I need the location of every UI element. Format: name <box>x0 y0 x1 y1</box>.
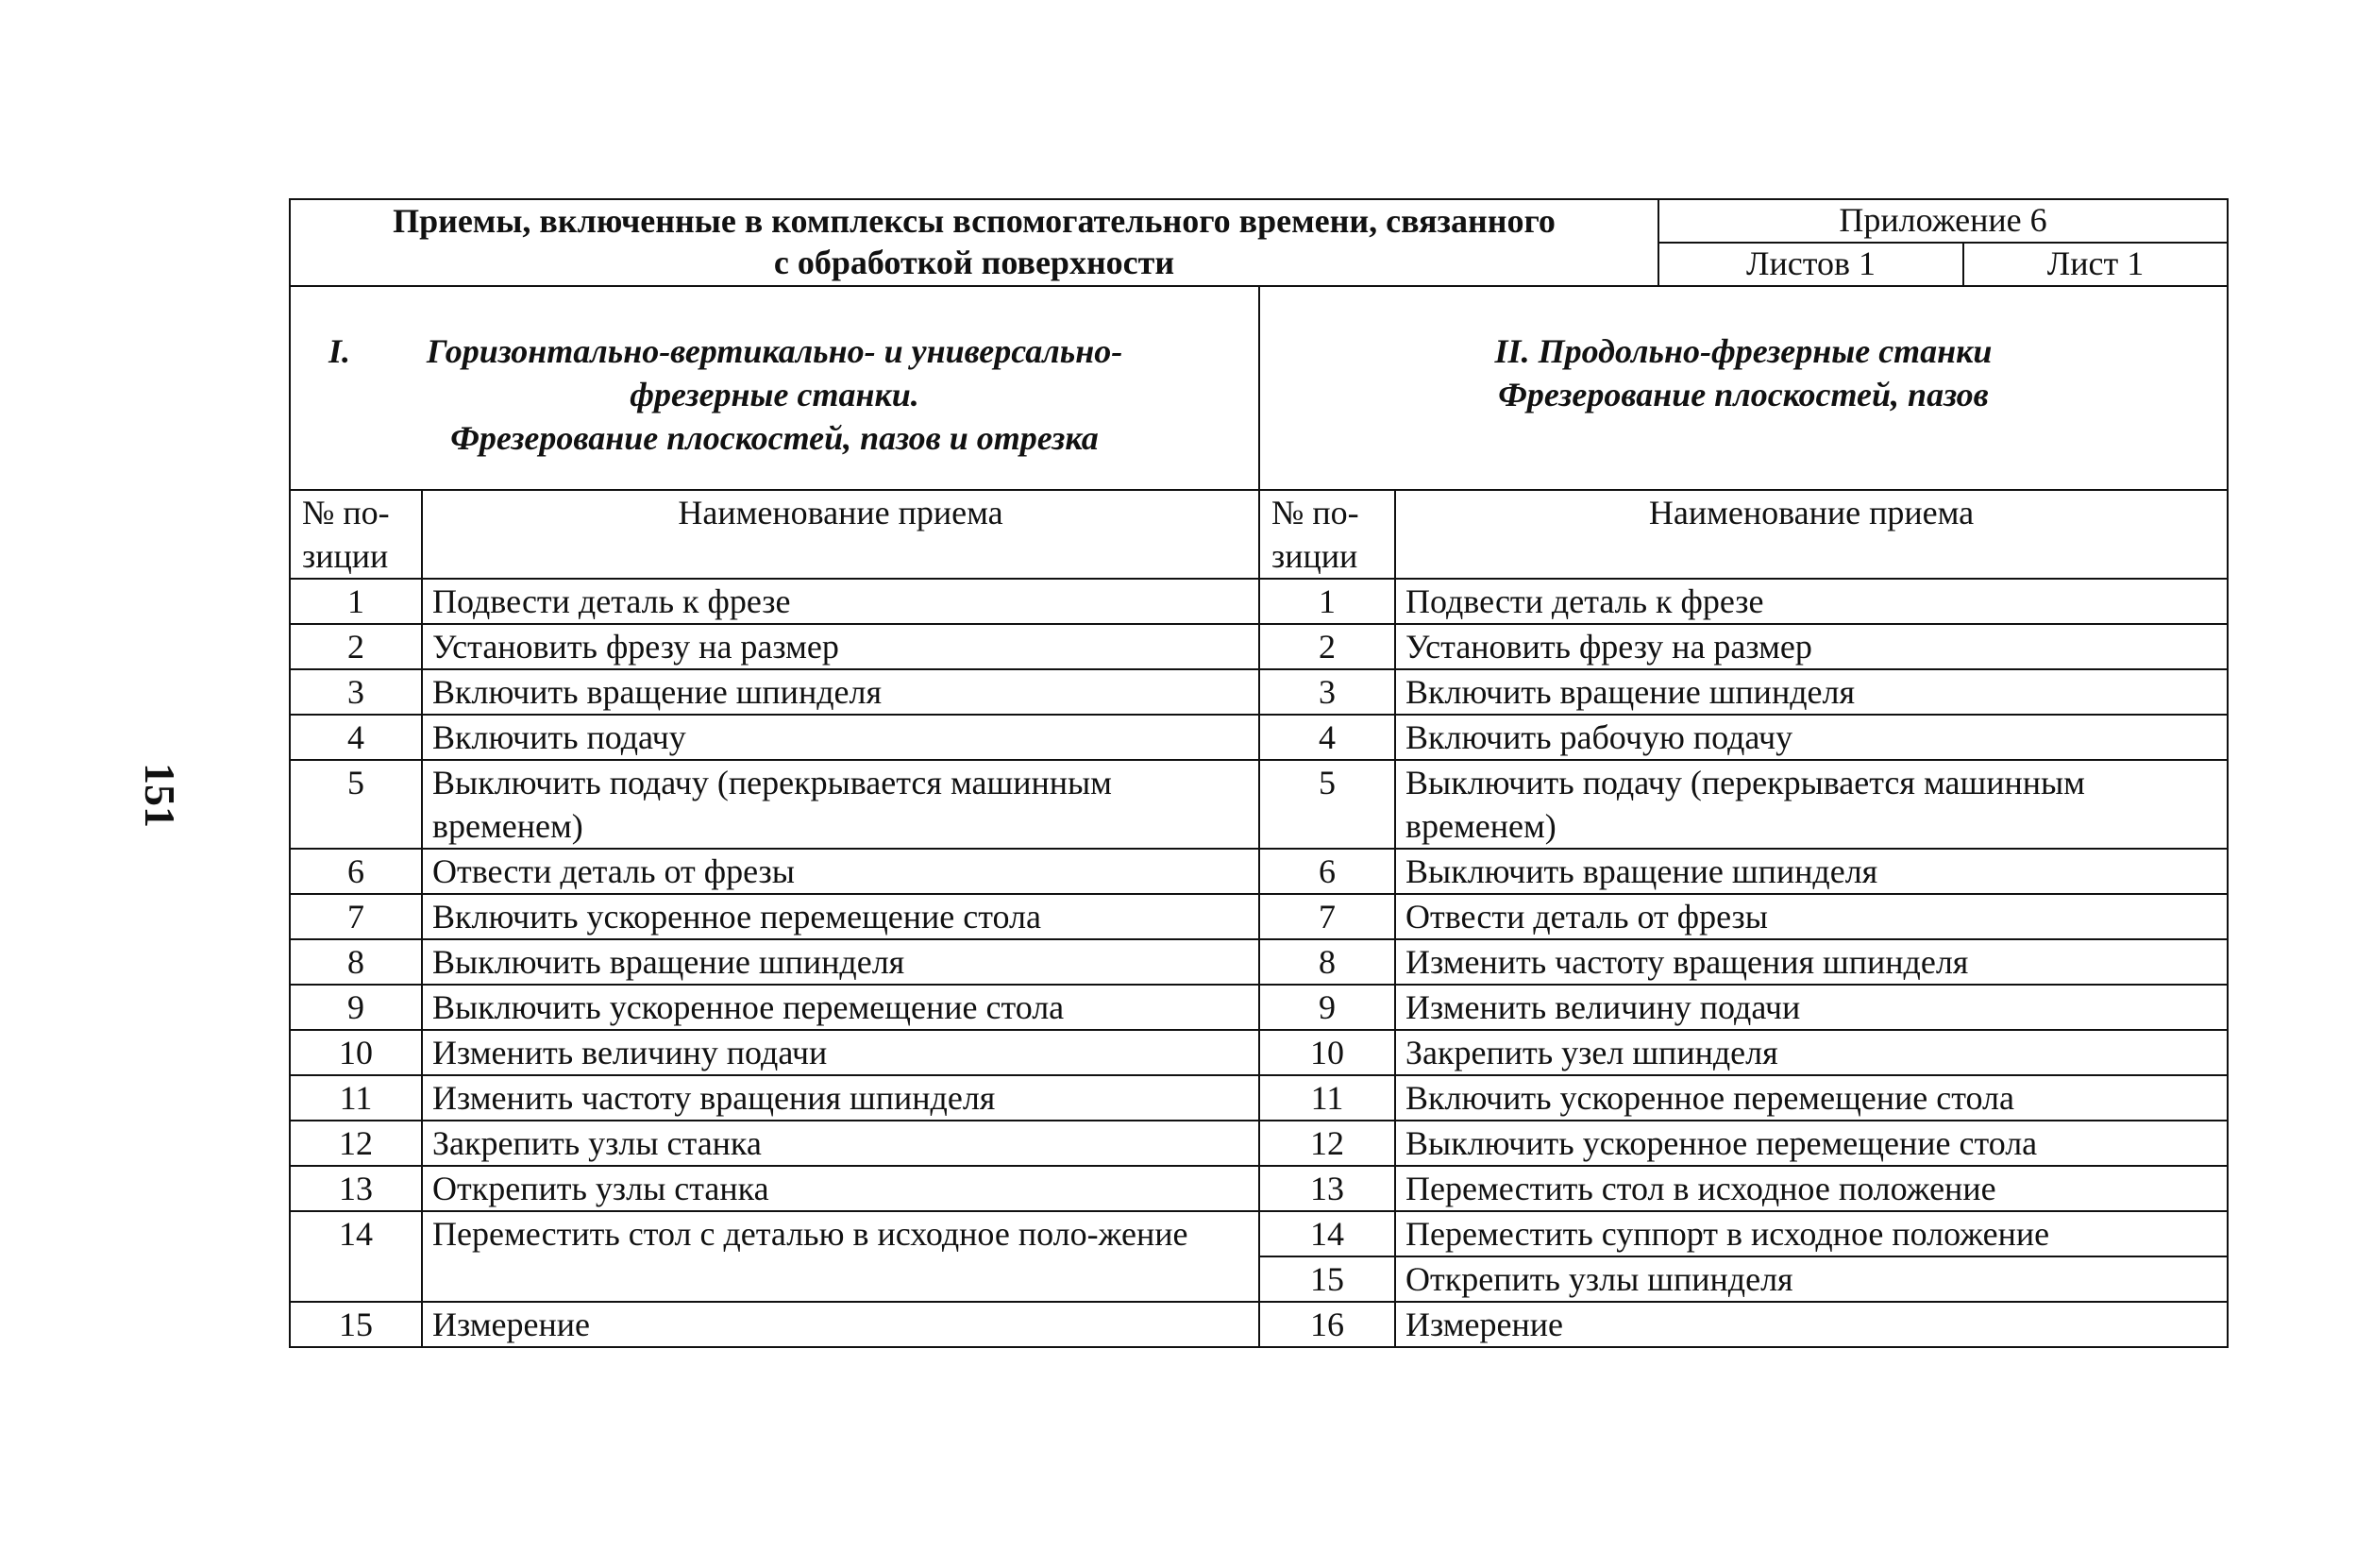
left-operation-cell: Закрепить узлы станка <box>422 1121 1259 1166</box>
section-right-line-1: II. Продольно-фрезерные станки <box>1494 332 1993 370</box>
table-row <box>290 1075 2228 1121</box>
table-row <box>290 894 2228 939</box>
section-left-roman: I. <box>328 332 351 370</box>
right-operation-cell: Включить ускоренное перемещение стола <box>1395 1075 2228 1121</box>
left-position-cell: 6 <box>290 849 422 894</box>
table-row <box>290 1302 2228 1347</box>
left-position-cell: 5 <box>290 760 422 849</box>
right-operation-cell: Отвести деталь от фрезы <box>1395 894 2228 939</box>
table-row <box>290 1211 2228 1256</box>
right-operation-cell: Переместить стол в исходное положение <box>1395 1166 2228 1211</box>
sheets-total: Листов 1 <box>1658 243 1963 286</box>
right-position-cell: 16 <box>1259 1302 1395 1347</box>
section-left-line-3: Фрезерование плоскостей, пазов и отрезка <box>450 419 1099 457</box>
right-operation-cell: Изменить частоту вращения шпинделя <box>1395 939 2228 985</box>
left-position-cell: 2 <box>290 624 422 669</box>
table-row <box>290 579 2228 624</box>
table-row <box>290 1166 2228 1211</box>
position-header-line-2: зиции <box>1271 537 1358 575</box>
section-left-line-2: фрезерные станки. <box>630 376 919 413</box>
left-position-header <box>290 490 422 579</box>
right-position-cell: 12 <box>1259 1121 1395 1166</box>
right-operation-cell: Выключить вращение шпинделя <box>1395 849 2228 894</box>
left-position-cell: 1 <box>290 579 422 624</box>
right-operation-cell: Включить рабочую подачу <box>1395 715 2228 760</box>
right-operation-cell: Выключить подачу (перекрывается машинным временем) <box>1395 760 2228 849</box>
table-row <box>290 1121 2228 1166</box>
right-position-header <box>1259 490 1395 579</box>
right-position-cell: 4 <box>1259 715 1395 760</box>
right-operation-cell: Открепить узлы шпинделя <box>1395 1256 2228 1302</box>
left-name-header: Наименование приема <box>422 490 1259 579</box>
sheet-number: Лист 1 <box>1963 243 2228 286</box>
left-position-cell: 9 <box>290 985 422 1030</box>
left-operation-cell: Выключить подачу (перекрывается машинным временем) <box>422 760 1259 849</box>
left-position-cell: 7 <box>290 894 422 939</box>
left-operation-cell: Выключить вращение шпинделя <box>422 939 1259 985</box>
right-position-cell: 15 <box>1259 1256 1395 1302</box>
right-position-cell: 3 <box>1259 669 1395 715</box>
right-position-cell: 11 <box>1259 1075 1395 1121</box>
table-row <box>290 669 2228 715</box>
header-table <box>289 198 2229 287</box>
position-header-line-1: № по- <box>1271 494 1359 531</box>
section-left <box>290 286 1259 490</box>
left-position-cell: 10 <box>290 1030 422 1075</box>
section-right-line-2: Фрезерование плоскостей, пазов <box>1498 376 1989 413</box>
right-position-cell: 5 <box>1259 760 1395 849</box>
position-header-line-2: зиции <box>302 537 389 575</box>
left-operation-cell: Переместить стол с деталью в исходное поло-жение <box>422 1211 1259 1302</box>
operations-table <box>289 489 2229 1348</box>
left-position-cell: 15 <box>290 1302 422 1347</box>
left-operation-cell: Изменить частоту вращения шпинделя <box>422 1075 1259 1121</box>
table-row <box>290 624 2228 669</box>
right-operation-cell: Переместить суппорт в исходное положение <box>1395 1211 2228 1256</box>
right-position-cell: 7 <box>1259 894 1395 939</box>
right-position-cell: 10 <box>1259 1030 1395 1075</box>
right-position-cell: 13 <box>1259 1166 1395 1211</box>
column-header-row <box>290 490 2228 579</box>
right-operation-cell: Включить вращение шпинделя <box>1395 669 2228 715</box>
left-operation-cell: Подвести деталь к фрезе <box>422 579 1259 624</box>
left-position-cell: 13 <box>290 1166 422 1211</box>
left-position-cell: 12 <box>290 1121 422 1166</box>
table-row <box>290 1030 2228 1075</box>
left-position-cell: 4 <box>290 715 422 760</box>
left-operation-cell: Включить подачу <box>422 715 1259 760</box>
appendix-label: Приложение 6 <box>1658 199 2228 243</box>
left-operation-cell: Открепить узлы станка <box>422 1166 1259 1211</box>
document-title <box>290 199 1658 286</box>
table-row <box>290 939 2228 985</box>
sections-table <box>289 285 2229 491</box>
right-operation-cell: Закрепить узел шпинделя <box>1395 1030 2228 1075</box>
left-position-cell: 8 <box>290 939 422 985</box>
right-operation-cell: Выключить ускоренное перемещение стола <box>1395 1121 2228 1166</box>
left-operation-cell: Включить ускоренное перемещение стола <box>422 894 1259 939</box>
left-operation-cell: Изменить величину подачи <box>422 1030 1259 1075</box>
table-row <box>290 849 2228 894</box>
right-operation-cell: Измерение <box>1395 1302 2228 1347</box>
title-line-2: с обработкой поверхности <box>773 244 1175 281</box>
table-row <box>290 985 2228 1030</box>
right-position-cell: 14 <box>1259 1211 1395 1256</box>
right-operation-cell: Изменить величину подачи <box>1395 985 2228 1030</box>
left-position-cell: 14 <box>290 1211 422 1302</box>
right-position-cell: 8 <box>1259 939 1395 985</box>
page-number: 151 <box>136 763 184 828</box>
right-name-header: Наименование приема <box>1395 490 2228 579</box>
left-operation-cell: Измерение <box>422 1302 1259 1347</box>
left-operation-cell: Выключить ускоренное перемещение стола <box>422 985 1259 1030</box>
right-position-cell: 9 <box>1259 985 1395 1030</box>
document <box>289 198 2227 1348</box>
left-operation-cell: Установить фрезу на размер <box>422 624 1259 669</box>
right-position-cell: 6 <box>1259 849 1395 894</box>
left-operation-cell: Отвести деталь от фрезы <box>422 849 1259 894</box>
position-header-line-1: № по- <box>302 494 390 531</box>
right-operation-cell: Подвести деталь к фрезе <box>1395 579 2228 624</box>
section-left-line-1: Горизонтально-вертикально- и универсально- <box>426 332 1123 370</box>
left-position-cell: 11 <box>290 1075 422 1121</box>
left-operation-cell: Включить вращение шпинделя <box>422 669 1259 715</box>
section-right <box>1259 286 2228 490</box>
left-position-cell: 3 <box>290 669 422 715</box>
right-operation-cell: Установить фрезу на размер <box>1395 624 2228 669</box>
title-line-1: Приемы, включенные в комплексы вспомогательного времени, связанного <box>393 202 1556 240</box>
table-row <box>290 715 2228 760</box>
right-position-cell: 1 <box>1259 579 1395 624</box>
table-row <box>290 760 2228 849</box>
right-position-cell: 2 <box>1259 624 1395 669</box>
